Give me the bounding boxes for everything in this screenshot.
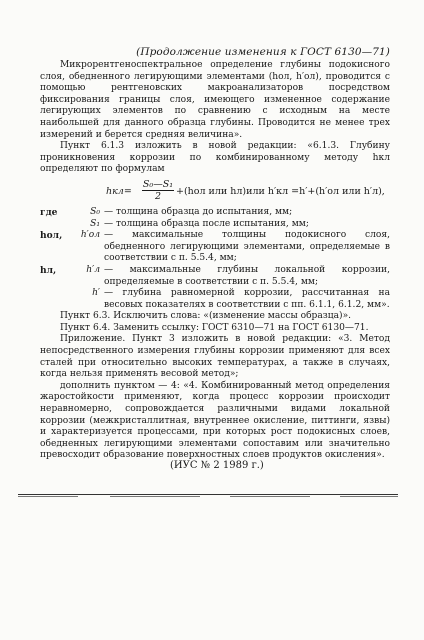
page-header: (Продолжение изменения к ГОСТ 6130—71)	[136, 46, 390, 58]
definition-text: — максимальные глубины локальной коррозии, определяемые в соответствии с п. 5.5.4, мм;	[104, 264, 390, 287]
definition-label	[40, 288, 78, 311]
rule-segment	[340, 496, 398, 497]
definition-text: — глубина равномерной коррозии, рассчитанная на весовых показателях в соответствии с пп. 6.1.1, 6.1.2, мм».	[104, 288, 390, 310]
definition-label: где	[40, 206, 58, 218]
definition-text: — максимальные толщины подокисного слоя, обедненного легирующими элементами, определяемые в соответствии с п. 5.5.4, мм;	[104, 230, 390, 264]
definition-row	[40, 219, 390, 231]
definition-symbol: h′	[92, 288, 100, 299]
paragraph-6-4: Пункт 6.4. Заменить ссылку: ГОСТ 6310—71 на ГОСТ 6130—71.	[60, 322, 369, 333]
document-body	[40, 60, 390, 462]
rule-segment	[18, 496, 78, 497]
definition-row	[40, 288, 390, 311]
definition-label	[40, 219, 78, 231]
definition-symbol: h′л	[86, 264, 100, 275]
paragraph-microanalysis: Микрорентгеноспектральное определение глубины подокисного слоя, обедненного легирующими элементами (hол, h′ол), проводится с помощью рентгеновских макроанализаторов посредством фиксирования границы слоя, имеющего измененное содержание легирующих элементов по сравнению с исходным на месте наибольшей для данного образца глубины. Проводится не менее трех измерений и берется средняя величина».	[40, 60, 390, 140]
definitions-list	[40, 207, 390, 311]
definition-text: — толщина образца после испытания, мм;	[104, 218, 309, 229]
definition-symbol: S₀	[90, 206, 100, 217]
formula-rest: +(hол или hл)или h′кл =h′+(h′ол или h′л),	[176, 185, 385, 197]
definition-row	[40, 207, 390, 219]
definition-row	[40, 230, 390, 265]
paragraph-appendix-3: Приложение. Пункт 3 изложить в новой редакции: «3. Метод непосредственного измерения глубины коррозии применяют для всех сталей при относительно высоких температурах, а также в случаях, когда нельзя применять весовой метод»;	[40, 334, 390, 380]
paragraph-6-1-3: Пункт 6.1.3 изложить в новой редакции: «6.1.3. Глубину проникновения коррозии по комбинированному методу hкл определяют по формулам	[40, 141, 390, 175]
depth-formula	[106, 179, 390, 203]
definition-text: — толщина образца до испытания, мм;	[104, 206, 293, 217]
bottom-rule	[18, 494, 398, 495]
paragraph-appendix-4: дополнить пунктом — 4: «4. Комбинированный метод определения жаростойкости применяют, когда процесс коррозии происходит неравномерно, сопровождается различными видами локальной коррозии (межкристаллитная, внутреннее окисление, питтинги, язвы) и характеризуется процессами, при которых рост подокисных слоев, обедненных легирующими элементами сопоставим или значительно превосходит образование поверхностных слоев продуктов окисления».	[40, 380, 390, 461]
formula-lhs: hкл=	[106, 185, 132, 197]
definition-label: hол,	[40, 230, 63, 242]
definition-label: hл,	[40, 264, 57, 276]
definition-row	[40, 265, 390, 288]
formula-denominator: 2	[154, 190, 162, 202]
definition-symbol: S₁	[90, 218, 100, 229]
paragraph-6-3: Пункт 6.3. Исключить слова: «(изменение массы образца)».	[60, 311, 352, 322]
rule-segment	[110, 496, 200, 497]
rule-segment	[230, 496, 310, 497]
formula-fraction	[142, 179, 174, 202]
formula-numerator: S₀—S₁	[142, 178, 174, 190]
definition-symbol: h′ол	[80, 230, 100, 241]
ius-reference: (ИУС № 2 1989 г.)	[170, 460, 264, 471]
